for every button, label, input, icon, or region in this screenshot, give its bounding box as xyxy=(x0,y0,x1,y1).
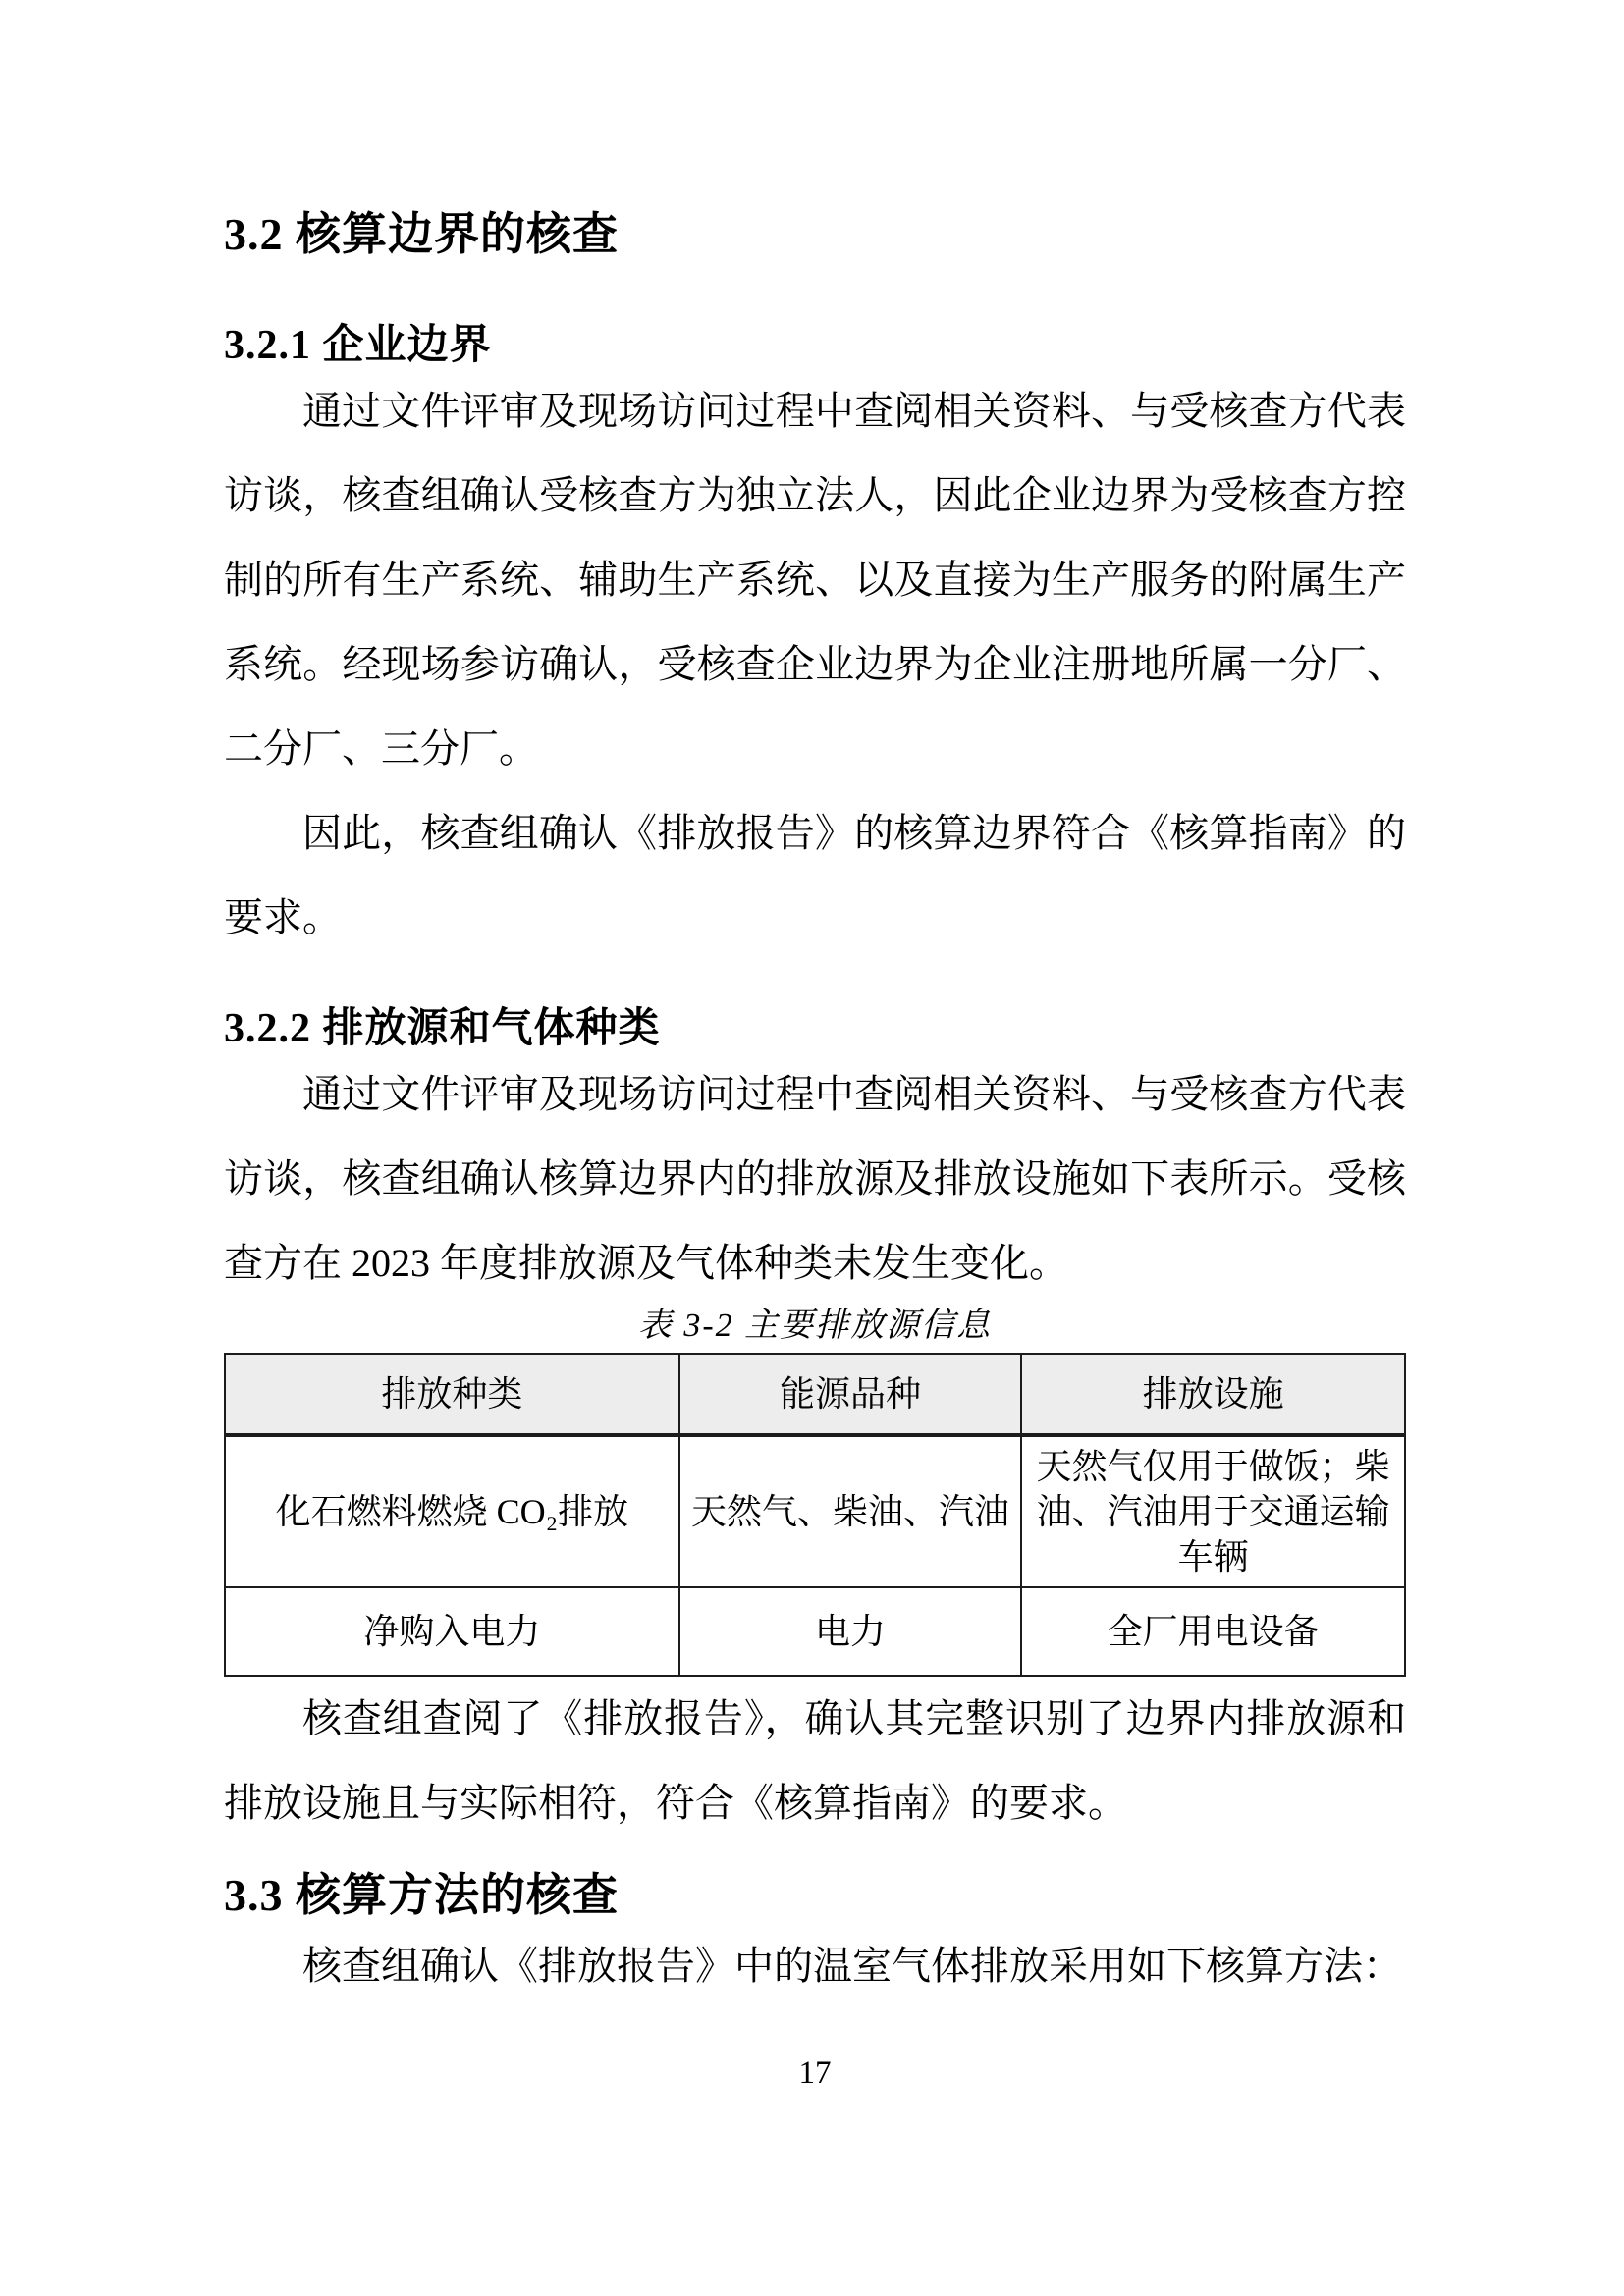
table-cell-net-electricity: 净购入电力 xyxy=(225,1587,679,1676)
paragraph-enterprise-boundary: 通过文件评审及现场访问过程中查阅相关资料、与受核查方代表访谈，核查组确认受核查方为独立法人，因此企业边界为受核查方控制的所有生产系统、辅助生产系统、以及直接为生产服务的附属生产系统。经现场参访确认，受核查企业边界为企业注册地所属一分厂、二分厂、三分厂。 xyxy=(224,389,1406,771)
paragraph-method-intro: 核查组确认《排放报告》中的温室气体排放采用如下核算方法： xyxy=(302,1944,1402,1988)
paragraph-boundary-conclusion: 因此，核查组确认《排放报告》的核算边界符合《核算指南》的要求。 xyxy=(224,811,1406,939)
heading-3-2-2: 3.2.2 排放源和气体种类 xyxy=(224,1006,661,1051)
table-cell-fuel-facility: 天然气仅用于做饭；柴油、汽油用于交通运输车辆 xyxy=(1021,1435,1405,1587)
table-cell-fuel-types: 天然气、柴油、汽油 xyxy=(679,1435,1022,1587)
table-cell-electricity: 电力 xyxy=(679,1587,1022,1676)
table-row xyxy=(225,1587,1405,1676)
table-header-facility: 排放设施 xyxy=(1021,1354,1405,1435)
heading-3-2: 3.2 核算边界的核查 xyxy=(224,209,619,259)
table-header-emission-type: 排放种类 xyxy=(225,1354,679,1435)
table-header-energy-type: 能源品种 xyxy=(679,1354,1022,1435)
heading-3-2-1: 3.2.1 企业边界 xyxy=(224,323,492,368)
page-number: 17 xyxy=(798,2056,832,2091)
paragraph-emission-sources: 通过文件评审及现场访问过程中查阅相关资料、与受核查方代表访谈，核查组确认核算边界内的排放源及排放设施如下表所示。受核查方在 2023 年度排放源及气体种类未发生变化。 xyxy=(224,1072,1406,1285)
table-row xyxy=(225,1435,1405,1587)
table-header-row xyxy=(225,1354,1405,1435)
heading-3-3: 3.3 核算方法的核查 xyxy=(224,1870,619,1920)
emission-source-table xyxy=(224,1353,1406,1677)
table-cell-electric-facility: 全厂用电设备 xyxy=(1021,1587,1405,1676)
table-cell-fossil-co2: 化石燃料燃烧 CO₂排放 xyxy=(225,1435,679,1587)
paragraph-table-conclusion: 核查组查阅了《排放报告》，确认其完整识别了边界内排放源和排放设施且与实际相符，符合《核算指南》的要求。 xyxy=(224,1696,1406,1825)
table-caption: 表 3-2 主要排放源信息 xyxy=(637,1308,993,1344)
